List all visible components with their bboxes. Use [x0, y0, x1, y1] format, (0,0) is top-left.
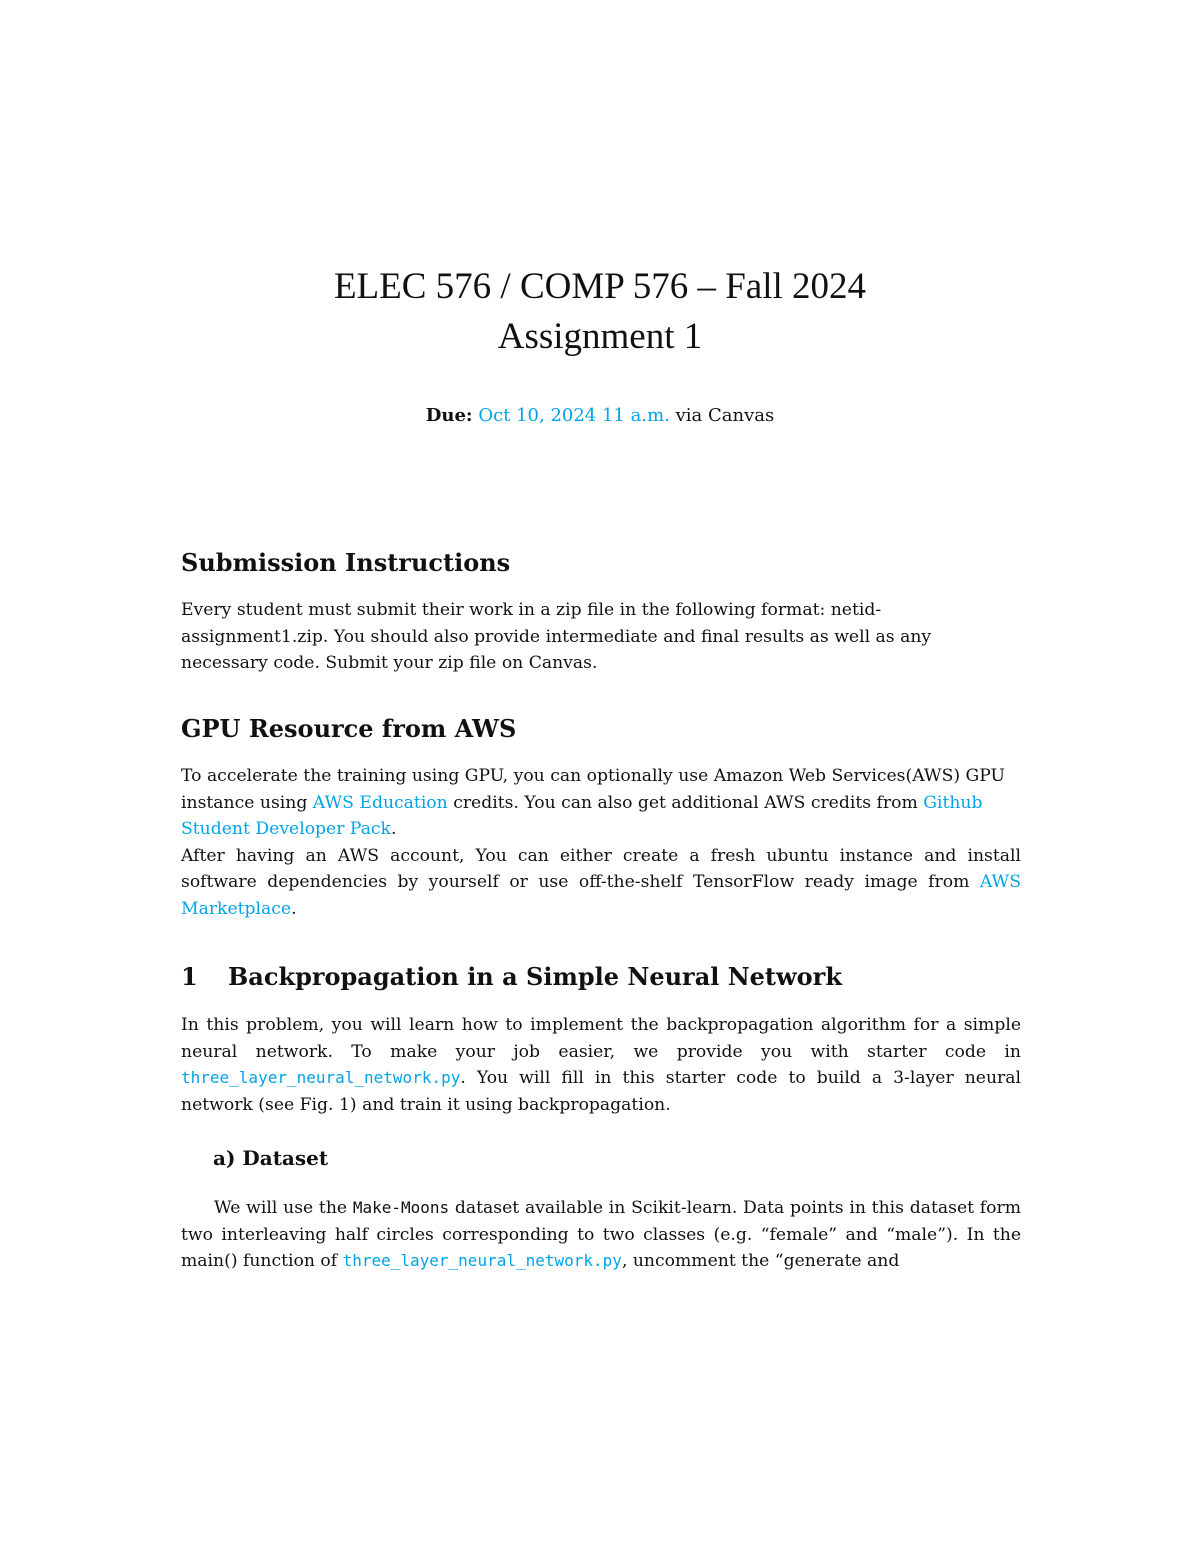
- subsection-a-text: [181, 1195, 1021, 1275]
- gpu-p1-text-3: .: [390, 819, 397, 839]
- intro-text-2: . You will fill in this starter code to build a 3-layer neural network (see Fig. 1) and train it using backpropagation.: [181, 1068, 1021, 1115]
- submission-heading: Submission Instructions: [181, 548, 511, 577]
- github-student-pack-link[interactable]: Github Student Developer Pack: [181, 792, 983, 839]
- gpu-p2-text-2: .: [291, 898, 297, 919]
- aws-education-link[interactable]: AWS Education: [312, 792, 448, 813]
- main-code-link[interactable]: three_layer_neural_network.py: [342, 1251, 622, 1270]
- due-label: Due:: [425, 405, 473, 426]
- course-title: ELEC 576 / COMP 576 – Fall 2024: [333, 266, 867, 307]
- gpu-p1-text-2: credits. You can also get additional AWS credits from: [447, 792, 924, 813]
- subsection-a-heading: a) Dataset: [213, 1146, 329, 1170]
- section-1-intro: [181, 1012, 1021, 1118]
- gpu-paragraph-1: [181, 763, 1021, 843]
- due-date-link[interactable]: Oct 10, 2024 11 a.m.: [478, 405, 670, 426]
- section-1-heading: [181, 962, 1021, 992]
- gpu-paragraph-2: [181, 843, 1021, 923]
- title-block: [0, 262, 1200, 362]
- due-via: via Canvas: [675, 405, 775, 426]
- section-1-title: Backpropagation in a Simple Neural Network: [228, 962, 842, 991]
- due-line: [0, 405, 1200, 426]
- dataset-text-3: , uncomment the “generate and: [621, 1251, 900, 1271]
- make-moons-code: Make-Moons: [352, 1198, 450, 1217]
- submission-section: [181, 548, 1021, 677]
- gpu-section: [181, 714, 1021, 922]
- intro-text-1: In this problem, you will learn how to implement the backpropagation algorithm for a simple neural network. To make your job easier, we provide you with starter code in: [181, 1015, 1021, 1062]
- assignment-title: Assignment 1: [497, 316, 703, 357]
- dataset-text-2: dataset available in Scikit-learn. Data points in this dataset form two interleaving half circles corresponding to two classes (e.g. “female” and “male”). In the main() function of: [181, 1198, 1021, 1271]
- dataset-text-1: We will use the: [214, 1198, 353, 1218]
- submission-text: Every student must submit their work in a zip file in the following format: netid-assignment1.zip. You should also provide intermediate and final results as well as any necessary code. Submit your zip file on Canvas.: [181, 600, 932, 673]
- gpu-heading: GPU Resource from AWS: [181, 714, 517, 743]
- gpu-p1-text-1: To accelerate the training using GPU, you can optionally use Amazon Web Services(AWS) GPU instance using: [181, 766, 1006, 813]
- starter-code-link[interactable]: three_layer_neural_network.py: [181, 1068, 461, 1087]
- gpu-p2-text-1: After having an AWS account, You can either create a fresh ubuntu instance and install software dependencies by yourself or use off-the-shelf TensorFlow ready image from: [181, 845, 1021, 892]
- section-1-number: 1: [181, 962, 198, 991]
- section-1: [181, 962, 1021, 1275]
- aws-marketplace-link[interactable]: AWS Marketplace: [181, 872, 1021, 919]
